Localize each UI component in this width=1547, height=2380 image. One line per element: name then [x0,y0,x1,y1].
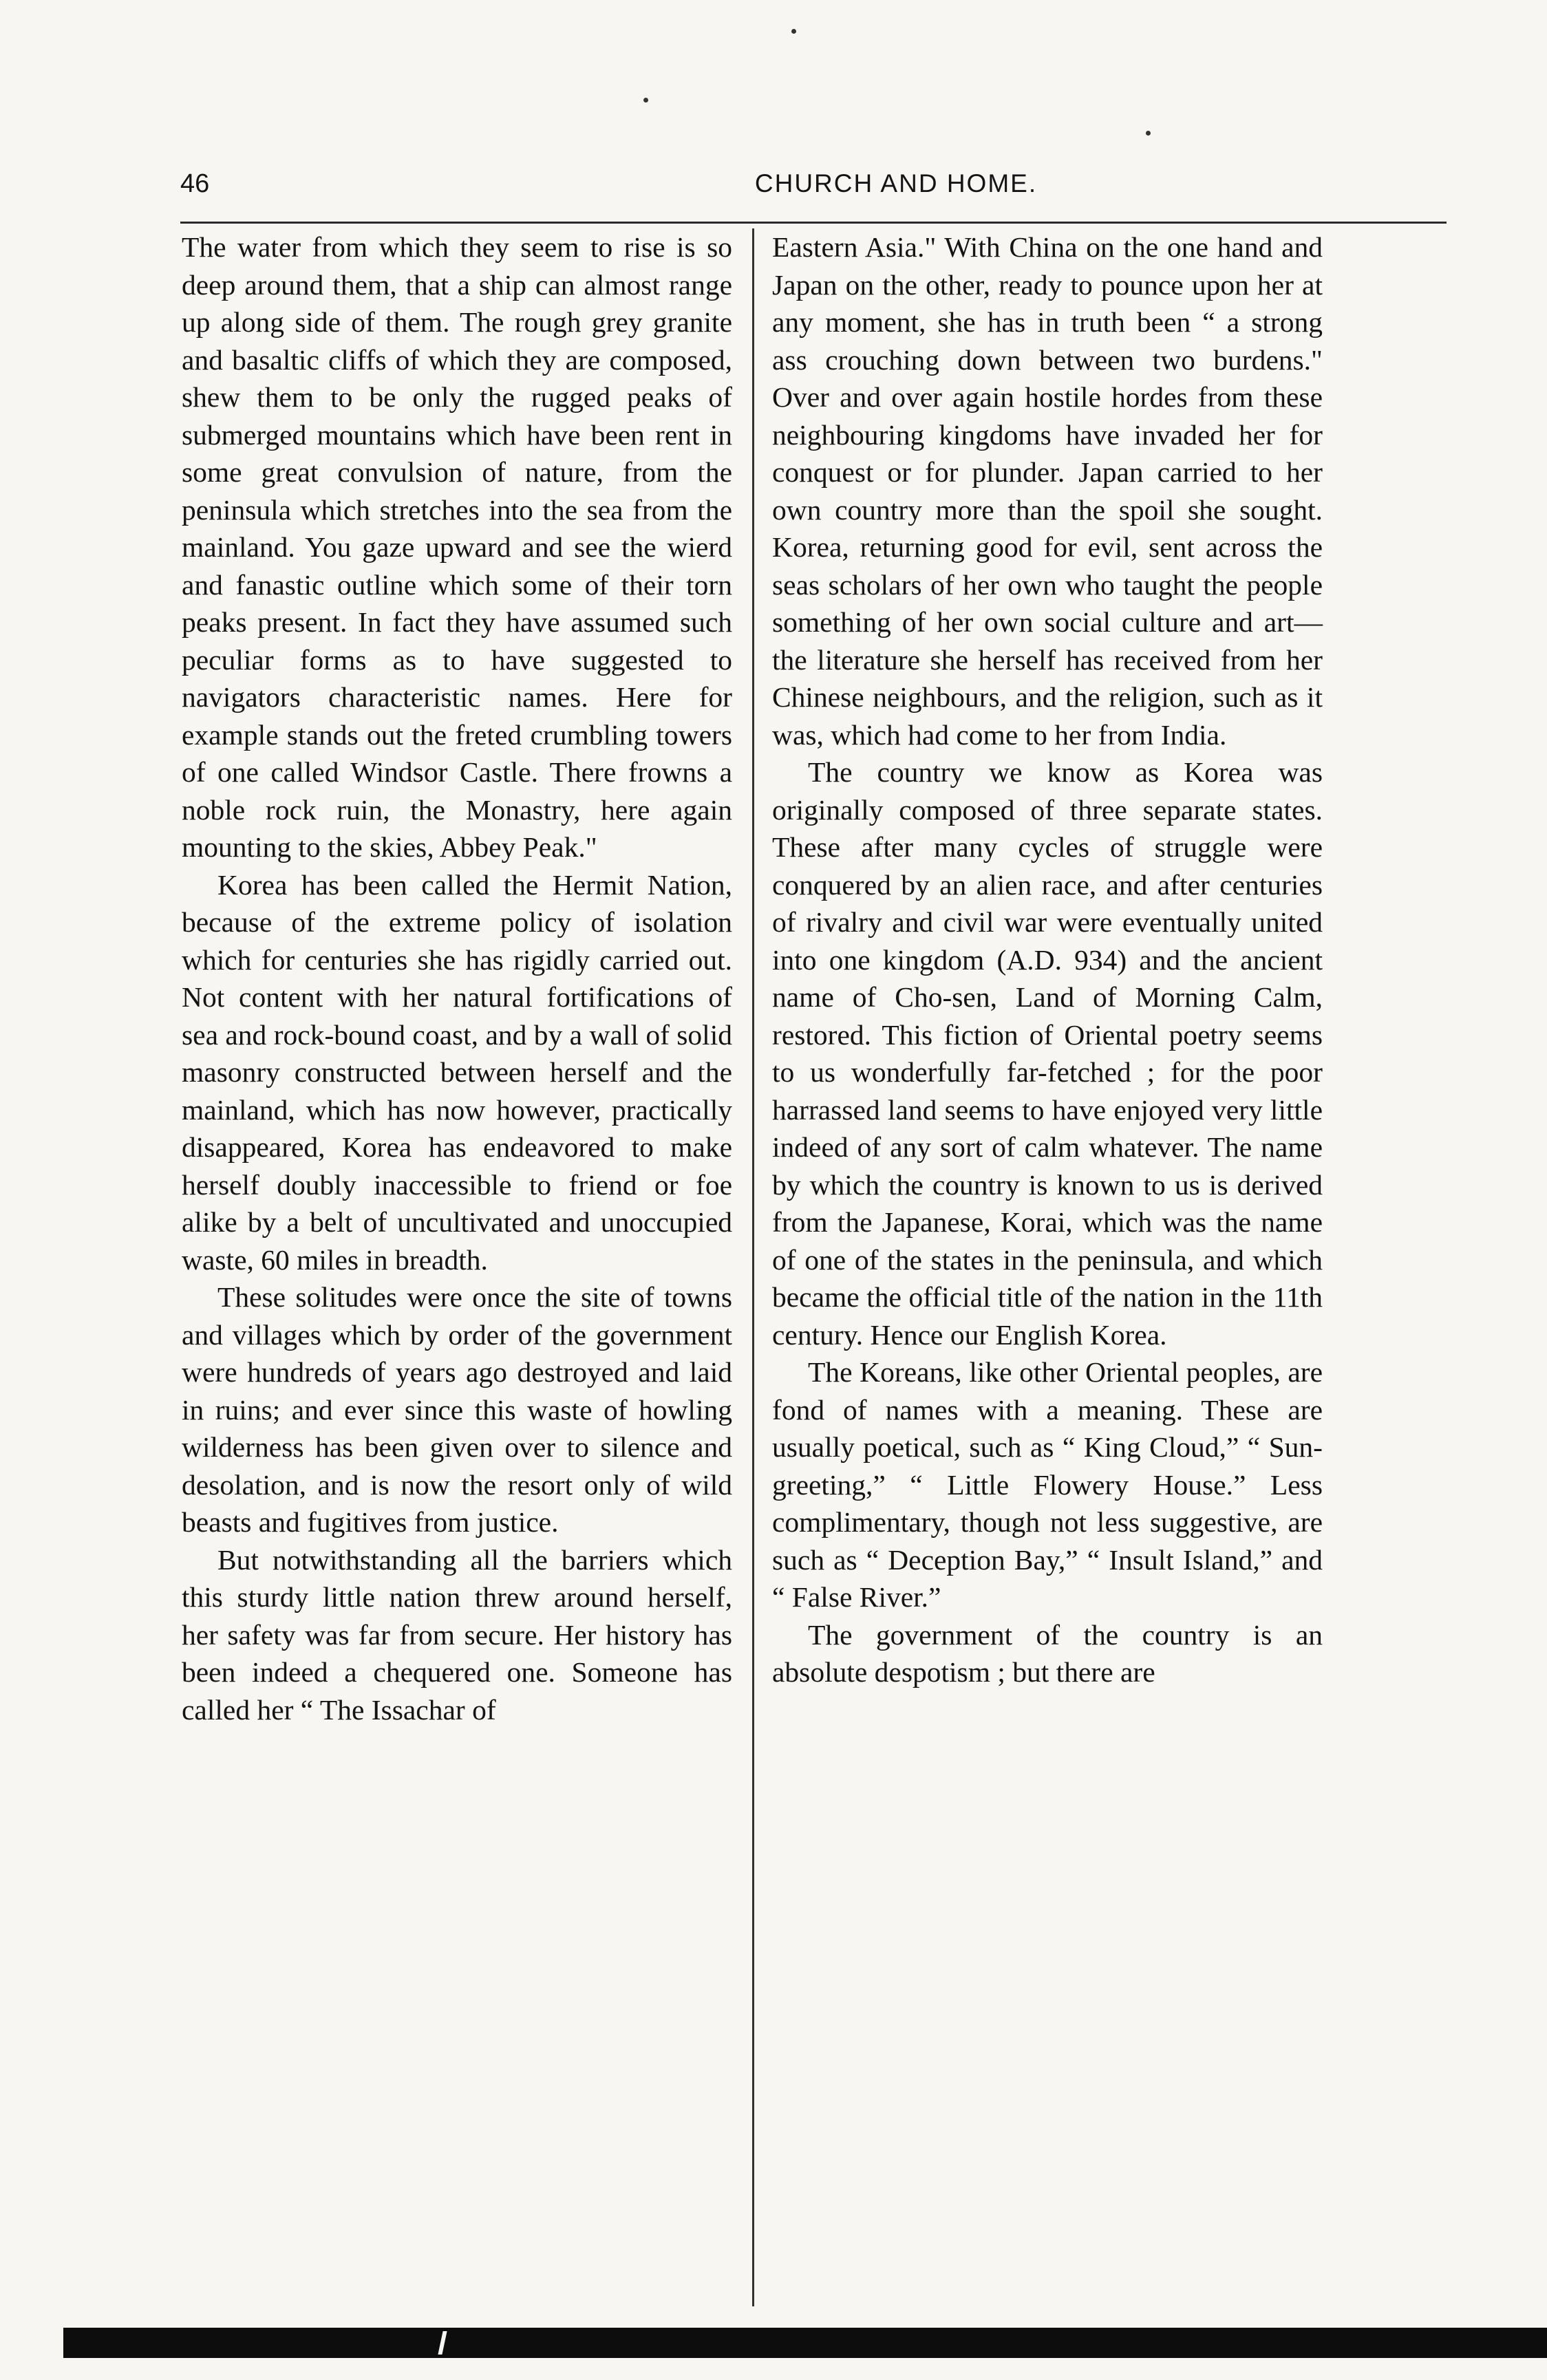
print-speck [643,98,648,103]
paragraph: Eastern Asia." With China on the one hand and Japan on the other, ready to pounce upon her at any moment, she has in truth been “ a strong ass crouching down between two burdens." Over and over again hostile hordes from these neighbouring kingdoms have invaded her for conquest or for plunder. Japan carried to her own country more than the spoil she sought. Korea, returning good for evil, sent across the seas scholars of her own who taught the people something of her own social culture and art—the literature she herself has received from her Chinese neighbours, and the religion, such as it was, which had come to her from India. [772,231,1323,751]
column-divider [752,228,754,2306]
paragraph: The government of the country is an absolute despotism ; but there are [772,1618,1323,1688]
left-column [182,228,732,1728]
page-header [180,169,1447,211]
running-title: CHURCH AND HOME. [754,169,1038,197]
paragraph: The country we know as Korea was originally composed of three separate states. These after many cycles of struggle were conquered by an alien race, and after centuries of rivalry and civil war were eventually united into one kingdom (A.D. 934) and the ancient name of Cho-sen, Land of Morning Calm, restored. This fiction of Oriental poetry seems to us wonderfully far-fetched ; for the poor harrassed land seems to have enjoyed very little indeed of any sort of calm whatever. The name by which the country is known to us is derived from the Japanese, Korai, which was the name of one of the states in the peninsula, and which became the official title of the nation in the 11th century. Hence our English Korea. [772,756,1323,1351]
paragraph: Korea has been called the Hermit Nation, because of the extreme policy of isolation which for centuries she has rigidly carried out. Not content with her natural fortifications of sea and rock-bound coast, and by a wall of solid masonry constructed between herself and the mainland, which has now however, practically disappeared, Korea has endeavored to make herself doubly inaccessible to friend or foe alike by a belt of uncultivated and unoccupied waste, 60 miles in breadth. [182,868,732,1276]
print-speck [1146,131,1151,136]
header-rule [180,222,1447,224]
paragraph: But notwithstanding all the barriers which this sturdy little nation threw around herself, her safety was far from secure. Her history has been indeed a chequered one. Someone has called her “ The Issachar of [182,1543,732,1726]
paragraph: The water from which they seem to rise is so deep around them, that a ship can almost range up along side of them. The rough grey granite and basaltic cliffs of which they are composed, shew them to be only the rugged peaks of submerged mountains which have been rent in some great convulsion of nature, from the peninsula which stretches into the sea from the mainland. You gaze upward and see the wierd and fanastic outline which some of their torn peaks present. In fact they have assumed such peculiar forms as to have suggested to navigators characteristic names. Here for example stands out the freted crumbling towers of one called Windsor Castle. There frowns a noble rock ruin, the Monastry, here again mounting to the skies, Abbey Peak." [182,231,732,863]
scan-bottom-bar [63,2328,1547,2358]
print-speck [791,29,796,34]
page-number: 46 [180,169,210,198]
paragraph: These solitudes were once the site of towns and villages which by order of the government were hundreds of years ago destroyed and laid in ruins; and ever since this waste of howling wilderness has been given over to silence and desolation, and is now the resort only of wild beasts and fugitives from justice. [182,1281,732,1538]
paragraph: The Koreans, like other Oriental peoples, are fond of names with a meaning. These are usually poetical, such as “ King Cloud,” “ Sun-greeting,” “ Little Flowery House.” Less complimentary, though not less suggestive, are such as “ Deception Bay,” “ Insult Island,” and “ False River.” [772,1356,1323,1613]
right-column [772,228,1323,1691]
